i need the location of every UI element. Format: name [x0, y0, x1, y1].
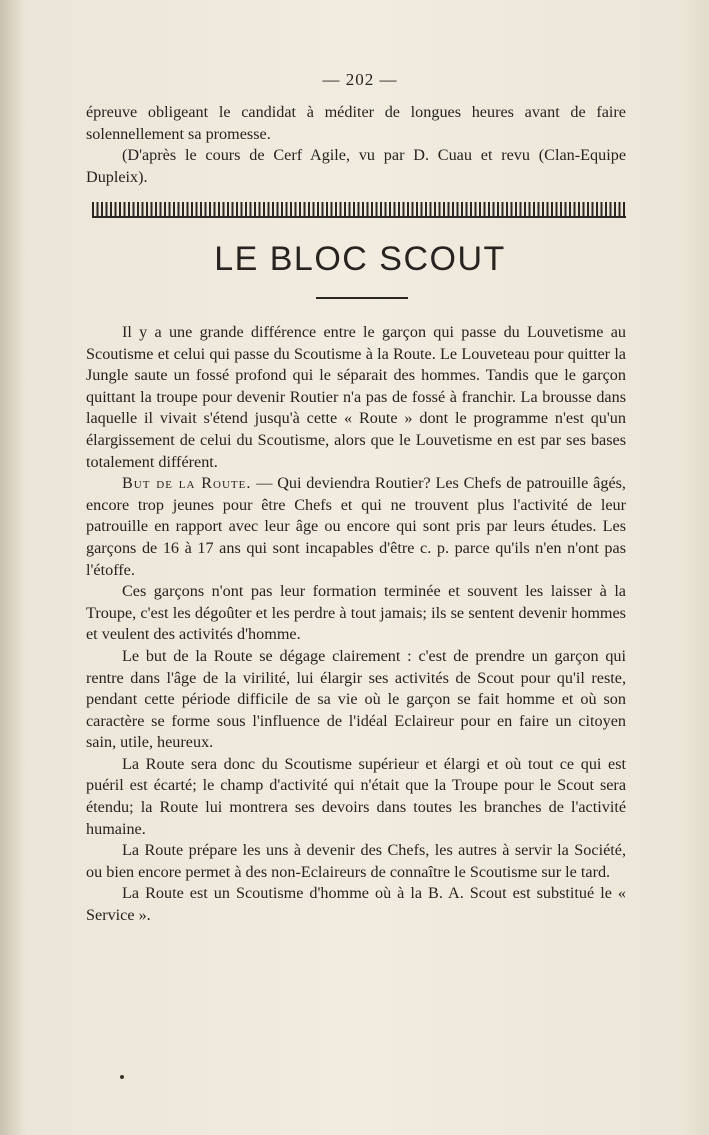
page-binding-edge	[0, 0, 22, 1135]
body-paragraph-2	[86, 473, 626, 581]
title-underline	[316, 297, 408, 299]
ornamental-divider	[92, 202, 626, 218]
print-speck	[120, 1075, 124, 1079]
intro-text	[86, 102, 626, 188]
chapter-body	[86, 322, 626, 927]
body-paragraph-7: La Route est un Scoutisme d'homme où à la B. A. Scout est substitué le « Service ».	[86, 884, 626, 925]
intro-paragraph: épreuve obligeant le candidat à méditer de longues heures avant de faire solennellement sa promesse.	[86, 103, 626, 143]
body-paragraph-6: La Route prépare les uns à devenir des Chefs, les autres à servir la Société, ou bien encore permet à des non-Eclaireurs de connaître le Scoutisme sur le tard.	[86, 841, 626, 881]
intro-citation: (D'après le cours de Cerf Agile, vu par D. Cuau et revu (Clan-Equipe Dupleix).	[86, 146, 626, 186]
page-number: — 202 —	[322, 70, 398, 89]
body-paragraph-3: Ces garçons n'ont pas leur formation terminée et souvent les laisser à la Troupe, c'est les dégoûter et les perdre à tout jamais; ils se sentent devenir hommes et veulent des activités d'homme.	[86, 582, 626, 644]
body-paragraph-2-text: — Qui deviendra Routier? Les Chefs de patrouille âgés, encore trop jeunes pour être Chefs et qui ne trouvent plus l'activité de leur patrouille en rapport avec leur âge ou encore qui sont pris par leurs études. Les garçons de 16 à 17 ans qui sont incapables d'être c. p. parce qu'ils n'en n'ont pas l'étoffe.	[86, 474, 626, 579]
section-heading-but-de-la-route: But de la Route.	[122, 474, 252, 493]
body-paragraph-1: Il y a une grande différence entre le garçon qui passe du Louvetisme au Scoutisme et celui qui passe du Scoutisme à la Route. Le Louveteau pour quitter la Jungle saute un fossé profond qui le séparait des hommes. Tandis que le garçon quittant la troupe pour devenir Routier n'a pas de fossé à franchir. La brousse dans laquelle il vivait s'étend jusqu'à cette « Route » dont le programme n'est qu'un élargissement de celui du Scoutisme, alors que le Louvetisme en est par ses bases totalement différent.	[86, 323, 626, 471]
body-paragraph-5: La Route sera donc du Scoutisme supérieur et élargi et où tout ce qui est puéril est écarté; le champ d'activité qui n'était que la Troupe pour le Scout sera étendu; la Route lui montrera ses devoirs dans toutes les branches de l'activité humaine.	[86, 754, 626, 838]
body-paragraph-4: Le but de la Route se dégage clairement : c'est de prendre un garçon qui rentre dans l'âge de la virilité, lui élargir ses activités de Scout pour qu'il reste, pendant cette période difficile de sa vie où le garçon se fait homme et où son caractère se forme sous l'influence de l'idéal Eclaireur pour en faire un citoyen sain, utile, heureux.	[86, 646, 626, 752]
chapter-title: LE BLOC SCOUT	[214, 240, 506, 278]
